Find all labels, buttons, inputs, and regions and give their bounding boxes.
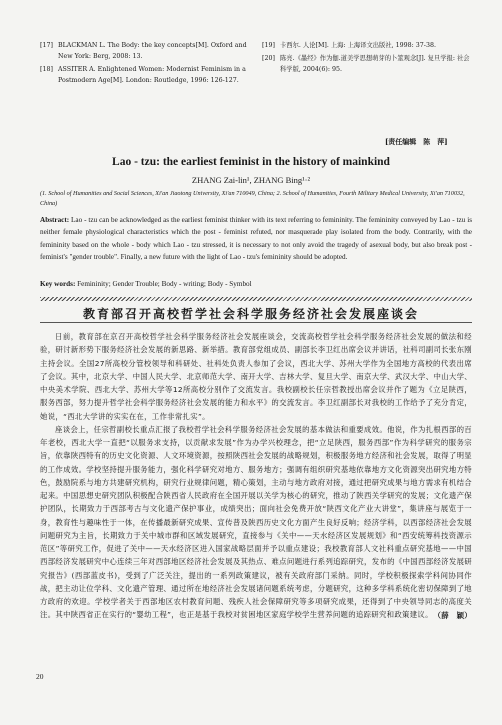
reference-item xyxy=(40,64,250,86)
title-underline xyxy=(40,322,472,323)
keywords-text: Femininity; Gender Trouble; Body - writing; Body - Symbol xyxy=(77,280,252,288)
news-body xyxy=(40,330,472,622)
reference-number: [17] xyxy=(40,42,53,49)
reference-item xyxy=(262,40,474,51)
news-title: 教育部召开高校哲学社会科学服务经济社会发展座谈会 xyxy=(82,307,419,321)
reference-number: [19] xyxy=(262,42,275,49)
abstract-label: Abstract: xyxy=(40,216,70,224)
references-right-column xyxy=(262,40,474,77)
abstract-text: Lao - tzu can be acknowledged as the earliest feminist thinker with its text referring to femininity. The femininity conveyed by Lao - tzu is neither female physiological characteristics which the post - feminist refuted, nor masquerade play isolated from the body. Contrarily, with the femininity based on the whole - body which Lao - tzu stressed, it is necessary to not only avoid the tragedy of asexual body, but also break post - feminist's "gender trouble". Finally, a new future with the light of Lao - tzu's femininity should be adopted. xyxy=(40,216,472,261)
authors-line: ZHANG Zai-lin¹, ZHANG Bing¹·² xyxy=(191,175,311,185)
reference-number: [18] xyxy=(40,66,53,73)
english-title: Lao - tzu: the earliest feminist in the history of mainkind xyxy=(112,156,390,168)
reference-number: [20] xyxy=(262,55,275,62)
keywords xyxy=(40,280,472,288)
keywords-label: Key words: xyxy=(40,280,76,288)
news-paragraph: 座谈会上，任宗哲副校长重点汇报了我校哲学社会科学服务经济社会发展的基本做法和重要成效。他说，作为扎根西部的百年老校，西北大学一直把“以服务求支持，以贡献求发展”作为办学兴校理念，把“立足陕西，服务西部”作为科学研究的服务宗旨，依靠陕西特有的历史文化资源、人文环境资源，按照陕西社会发展的战略规划，积极服务地方经济和社会发展，取得了明显的工作成效。学校坚持提升服务能力，强化科学研究对地方、服务地方；强调有组织研究基地依靠地方文化资源突出研究地方特色，鼓励院系与地方共建研究机构，研究行业规律问题，精心策划，主动与地方政府对接，通过把研究成果与地方需求有机结合起来。中国思想史研究团队积极配合陕西省人民政府在全国开展以关学为核心的研究，推动了陕西关学研究的发展；文化遗产保护团队，长期致力于西部考古与文化遗产保护事业，成绩突出；面向社会免费开放“陕西文化产业大讲堂”，集讲座与展览于一身，教育性与趣味性于一体，在传播最新研究成果、宣传普及陕西历史文化方面产生良好反响；经济学科，以西部经济社会发展问题研究为主旨，长期致力于关中城市群和区域发展研究，直接参与《关中——天水经济区发展规划》和“西安统筹科技资源示范区”等研究工作，促进了关中——天水经济区进入国家战略层面并予以重点建设；我校教育部人文社科重点研究基地——中国西部经济发展研究中心连续三年对西部地区经济社会发展及其热点、难点问题进行系列追踪研究，发布的《中国西部经济发展研究报告》(西部蓝皮书)，受到了广泛关注，提出的一系列政策建议，被有关政府部门采纳。同时，学校积极探索学科间协同作战，把主动让位学科、文化遗产管理、通过所在地经济社会发展诸问题系统考虑，分题研究，这种多学科系统化密切保障到了地方政府的欢迎。学校学者关于西部地区农村教育问题、残疾人社会保障研究等多项研究成果，还得到了中央领导同志的高度关注。其中陕西省正在实行的“婴幼工程”，也正是基于我校对贫困地区家庭学校学生营养问题的追踪研究和政策建议。 xyxy=(40,424,472,620)
abstract xyxy=(40,214,472,263)
reference-item xyxy=(40,40,250,62)
news-paragraph: 日前，教育部在京召开高校哲学社会科学服务经济社会发展座谈会，交流高校哲学社会科学服务经济社会发展的做法和经验，研讨新形势下服务经济社会发展的新思路、新举措。教育部党组成员、副部长李卫红出席会议并讲话，社科司副司长张东刚主持会议。全国27所高校分管校领导和科研处、社科处负责人参加了会议，西北大学、苏州大学作为全国地方高校的代表出席了会议。其中，北京大学、中国人民大学、北京师范大学、南开大学、吉林大学、复旦大学、南京大学、武汉大学、中山大学、中央美术学院、西北大学、苏州大学等12所高校分别作了交流发言。我校副校长任宗哲教授出席会议并作了题为《立足陕西，服务西部，努力提升哲学社会科学服务经济社会发展的能力和水平》的交流发言。李卫红副部长对我校的工作给予了充分肯定，她说，“西北大学讲的实实在在，工作非常扎实”。 xyxy=(40,332,472,421)
section-divider xyxy=(40,297,472,301)
reference-text: BLACKMAN L. The Body: the key concepts[M]. Oxford and New York: Berg, 2008: 13. xyxy=(58,42,247,60)
affiliation: (1. School of Humanities and Social Sciences, Xi'an Jiaotong University, Xi'an 710049, China; 2. School of Humanities, Fourth Military Medical University, Xi'an 710032, China) xyxy=(40,190,465,207)
responsible-editor: [责任编辑 陈 萍] xyxy=(385,137,448,146)
news-signature: （薛 颖） xyxy=(433,610,472,620)
reference-text: 陈亮.《墨经》作为伽.道美学思想萌芽的卜筮观念[J]. 复旦学报: 社会科学版, 2004(6): 95. xyxy=(280,55,470,73)
reference-text: 卡西尔. 人论[M]. 上海: 上海译文出版社, 1998: 37-38. xyxy=(280,42,436,49)
reference-text: ASSITER A. Enlightened Women: Modernist Feminism in a Postmodern Age[M]. London: Routledge, 1996: 126-127. xyxy=(58,66,246,84)
references-left-column xyxy=(40,40,250,88)
page-number: 20 xyxy=(36,672,44,681)
reference-item xyxy=(262,53,474,75)
